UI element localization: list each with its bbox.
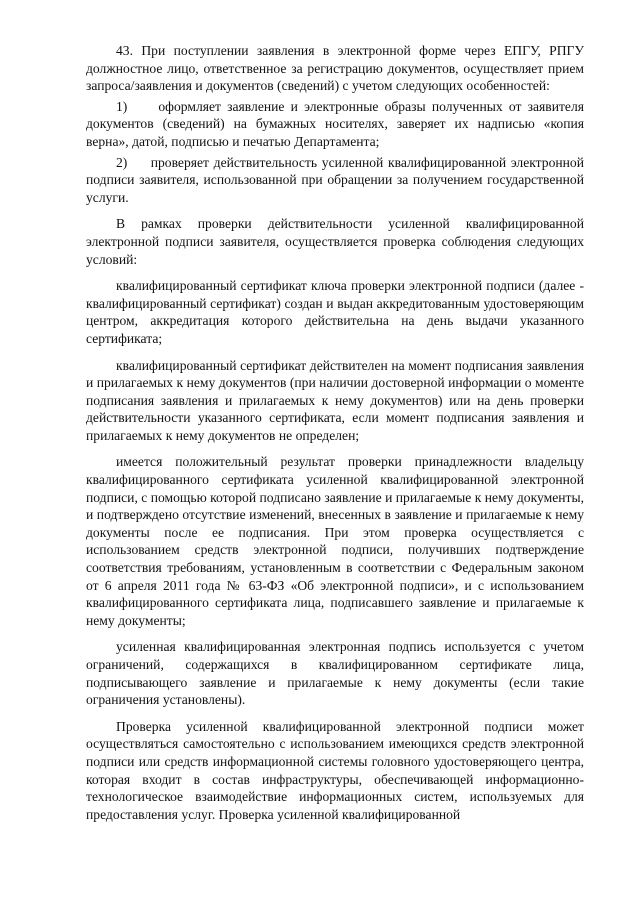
paragraph-43-intro: 43. При поступлении заявления в электронной форме через ЕПГУ, РПГУ должностное лицо, ответственное за регистрацию документов, осуществляет прием запроса/заявления и документов (сведений) с учетом следующих особенностей: — [86, 43, 584, 94]
list-item-1: 1) оформляет заявление и электронные образы полученных от заявителя документов (сведений) на бумажных носителях, заверяет их надписью «копия верна», датой, подписью и печатью Департамента; — [86, 98, 584, 149]
paragraph-signature-check: Проверка усиленной квалифицированной электронной подписи может осуществляться самостоятельно с использованием имеющихся средств электронной подписи или средств информационной системы головного удостоверяющего центра, которая входит в состав инфраструктуры, обеспечивающей информационно-технологическое взаимодействие информационных систем, используемых для предоставления услуг. Проверка усиленной квалифицированной — [86, 718, 584, 822]
condition-positive-check: имеется положительный результат проверки принадлежности владельцу квалифицированного сертификата усиленной квалифицированной электронной подписи, с помощью которой подписано заявление и прилагаемые к нему документы, и подтверждено отсутствие изменений, внесенных в заявление и прилагаемые к нему документы после ее подписания. При этом проверка осуществляется с использованием средств электронной подписи, получивших подтверждение соответствия требованиям, установленным в соответствии с Федеральным законом от 6 апреля 2011 года № 63-ФЗ «Об электронной подписи», и с использованием квалифицированного сертификата лица, подписавшего заявление и прилагаемые к нему документы; — [86, 454, 584, 628]
condition-certificate-valid: квалифицированный сертификат действителен на момент подписания заявления и прилагаемых к нему документов (при наличии достоверной информации о моменте подписания заявления и прилагаемых к нему документов) или на день проверки действительности указанного сертификата, если момент подписания заявления и прилагаемых к нему документов не определен; — [86, 357, 584, 443]
condition-certificate-issued: квалифицированный сертификат ключа проверки электронной подписи (далее - квалифицированный сертификат) создан и выдан аккредитованным удостоверяющим центром, аккредитация которого действительна на день выдачи указанного сертификата; — [86, 278, 584, 346]
list-item-2: 2) проверяет действительность усиленной квалифицированной электронной подписи заявителя, использованной при обращении за получением государственной услуги. — [86, 154, 584, 205]
paragraph-verification-conditions: В рамках проверки действительности усиленной квалифицированной электронной подписи заявителя, осуществляется проверка соблюдения следующих условий: — [86, 216, 584, 267]
condition-restrictions: усиленная квалифицированная электронная подпись используется с учетом ограничений, содержащихся в квалифицированном сертификате лица, подписывающего заявление и прилагаемые к нему документы (если такие ограничения установлены). — [86, 639, 584, 708]
